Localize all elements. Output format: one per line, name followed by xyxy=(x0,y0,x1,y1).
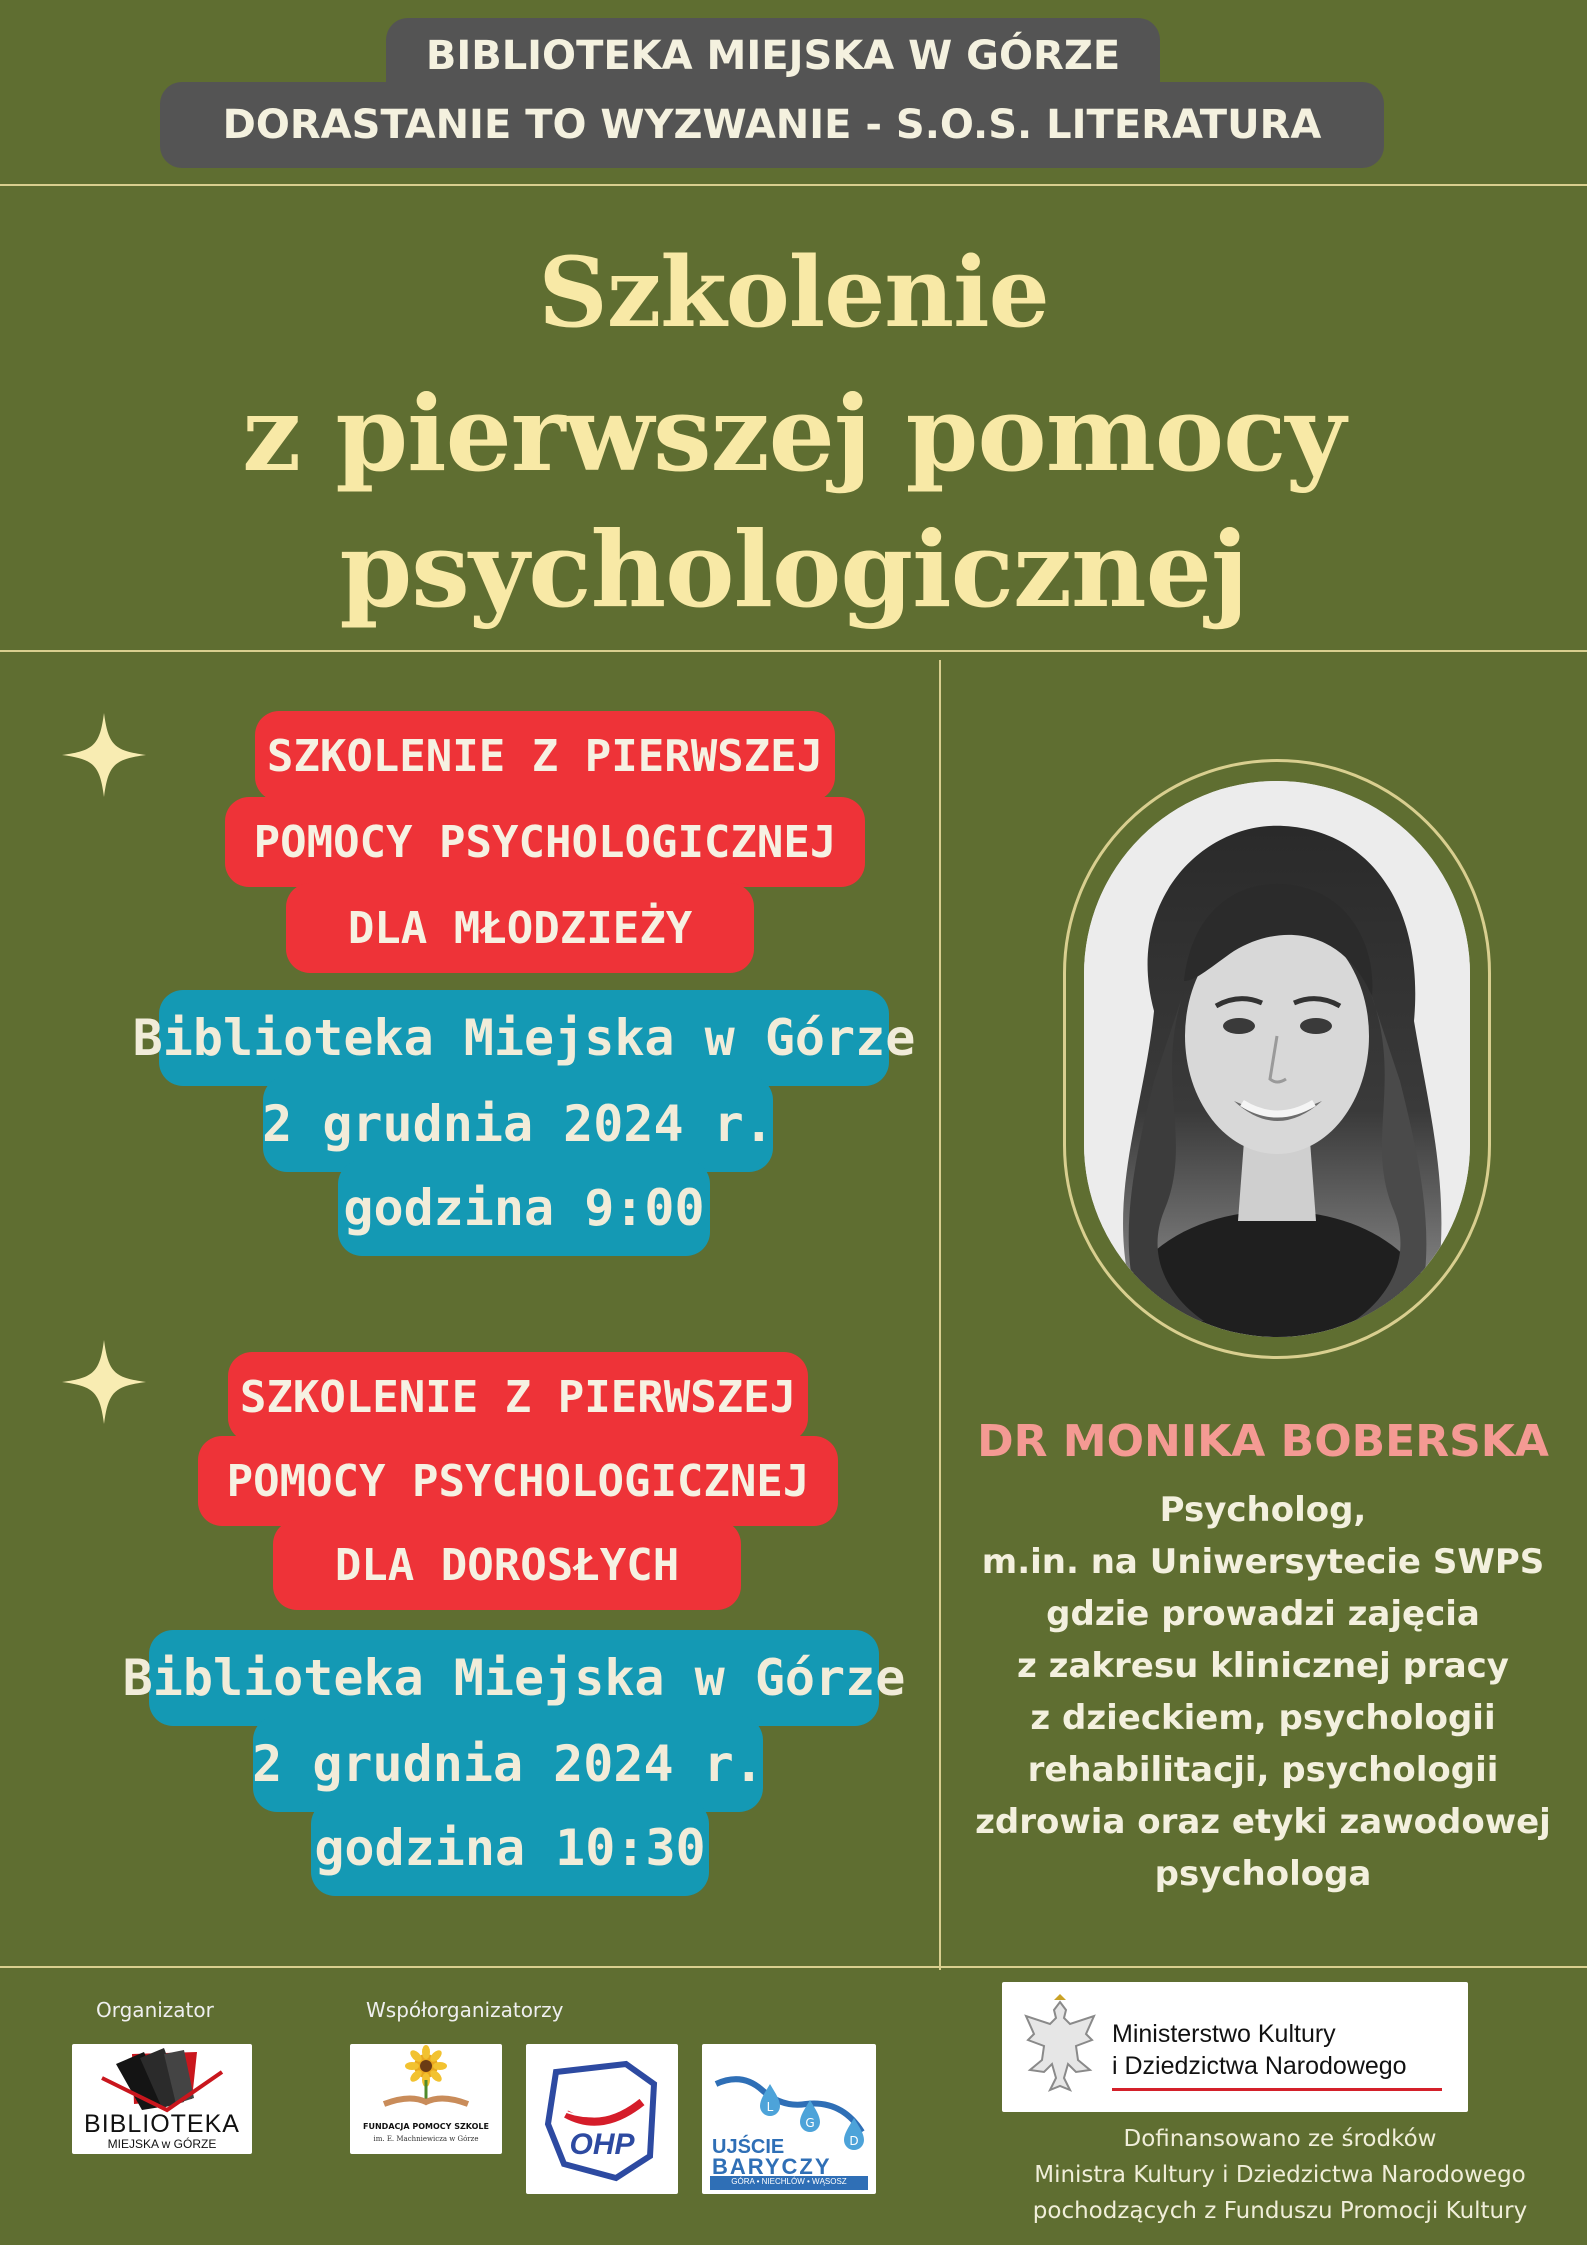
event-1-date: 2 grudnia 2024 r. xyxy=(263,1076,773,1172)
event-1-name-line-3: DLA MŁODZIEŻY xyxy=(286,883,754,973)
funding-line-3: pochodzących z Funduszu Promocji Kultury xyxy=(1032,2198,1528,2224)
ministry-logo-line1: Ministerstwo Kultury xyxy=(1112,2020,1336,2048)
speaker-name: DR MONIKA BOBERSKA xyxy=(977,1416,1549,1467)
divider-vertical xyxy=(939,660,941,1970)
white-eagle-icon xyxy=(1020,1994,1100,2104)
header-library-name: BIBLIOTEKA MIEJSKA W GÓRZE xyxy=(386,18,1160,94)
sunflower-icon xyxy=(350,2044,502,2116)
header-project-name: DORASTANIE TO WYZWANIE - S.O.S. LITERATURA xyxy=(160,82,1384,168)
event-2-name-line-1: SZKOLENIE Z PIERWSZEJ xyxy=(228,1352,808,1442)
funding-line-1: Dofinansowano ze środków xyxy=(1123,2126,1437,2152)
event-2-date: 2 grudnia 2024 r. xyxy=(253,1716,763,1812)
ohp-logo xyxy=(526,2044,678,2194)
title-line-2: z pierwszej pomocy xyxy=(242,372,1345,495)
speaker-bio-line: z zakresu klinicznej pracy xyxy=(1017,1646,1509,1686)
title-line-3: psychologicznej xyxy=(339,508,1248,631)
speaker-bio-line: rehabilitacji, psychologii xyxy=(1027,1750,1499,1790)
event-2-time: godzina 10:30 xyxy=(311,1800,709,1896)
library-logo xyxy=(72,2044,252,2154)
ministry-logo-line2: i Dziedzictwa Narodowego xyxy=(1112,2052,1407,2080)
library-books-icon xyxy=(72,2044,252,2114)
speaker-bio-line: z dzieckiem, psychologii xyxy=(1030,1698,1496,1738)
title-line-1: Szkolenie xyxy=(538,236,1049,349)
ministry-logo-underline xyxy=(1112,2088,1442,2091)
lgd-drop-g: G xyxy=(805,2116,815,2130)
speaker-bio-line: Psycholog, xyxy=(1159,1490,1367,1530)
ohp-logo-text: OHP xyxy=(569,2128,635,2161)
speaker-photo xyxy=(1084,781,1470,1337)
fundacja-logo-subtitle: im. E. Machniewicza w Górze xyxy=(373,2135,479,2143)
lgd-logo xyxy=(702,2044,876,2194)
speaker-bio-line: gdzie prowadzi zajęcia xyxy=(1046,1594,1480,1634)
event-1-time: godzina 9:00 xyxy=(338,1160,710,1256)
funding-line-2: Ministra Kultury i Dziedzictwa Narodowego xyxy=(1034,2162,1526,2188)
event-2-name-line-2: POMOCY PSYCHOLOGICZNEJ xyxy=(198,1436,838,1526)
lgd-drop-l: L xyxy=(766,2100,774,2114)
speaker-bio-line: zdrowia oraz etyki zawodowej xyxy=(975,1802,1551,1842)
coorganizers-label: Współorganizatorzy xyxy=(366,1998,564,2022)
sparkle-icon xyxy=(62,713,146,797)
divider-bottom xyxy=(0,1966,1587,1968)
event-2-venue: Biblioteka Miejska w Górze xyxy=(149,1630,879,1726)
divider-middle xyxy=(0,650,1587,652)
library-logo-title: BIBLIOTEKA xyxy=(84,2110,240,2138)
event-1-venue: Biblioteka Miejska w Górze xyxy=(159,990,889,1086)
event-1-name-line-2: POMOCY PSYCHOLOGICZNEJ xyxy=(225,797,865,887)
fundacja-logo xyxy=(350,2044,502,2154)
lgd-drop-d: D xyxy=(849,2134,859,2148)
library-logo-subtitle: MIEJSKA w GÓRZE xyxy=(107,2137,217,2151)
divider-top xyxy=(0,184,1587,186)
event-2-name-line-3: DLA DOROSŁYCH xyxy=(273,1520,741,1610)
event-1-name-line-1: SZKOLENIE Z PIERWSZEJ xyxy=(255,711,835,801)
lgd-logo-line1: UJŚCIE xyxy=(712,2136,785,2158)
organizer-label: Organizator xyxy=(96,1998,214,2022)
fundacja-logo-title: FUNDACJA POMOCY SZKOLE xyxy=(363,2122,489,2131)
speaker-bio-line: psychologa xyxy=(1154,1854,1372,1894)
sparkle-icon xyxy=(62,1340,146,1424)
speaker-bio-line: m.in. na Uniwersytecie SWPS xyxy=(981,1542,1545,1582)
lgd-logo-line3: GÓRA • NIECHLÓW • WĄSOSZ xyxy=(731,2177,847,2186)
ohp-emblem-icon xyxy=(526,2044,678,2194)
ministry-logo xyxy=(1002,1982,1468,2112)
lgd-logo-line2: BARYCZY xyxy=(712,2154,832,2179)
